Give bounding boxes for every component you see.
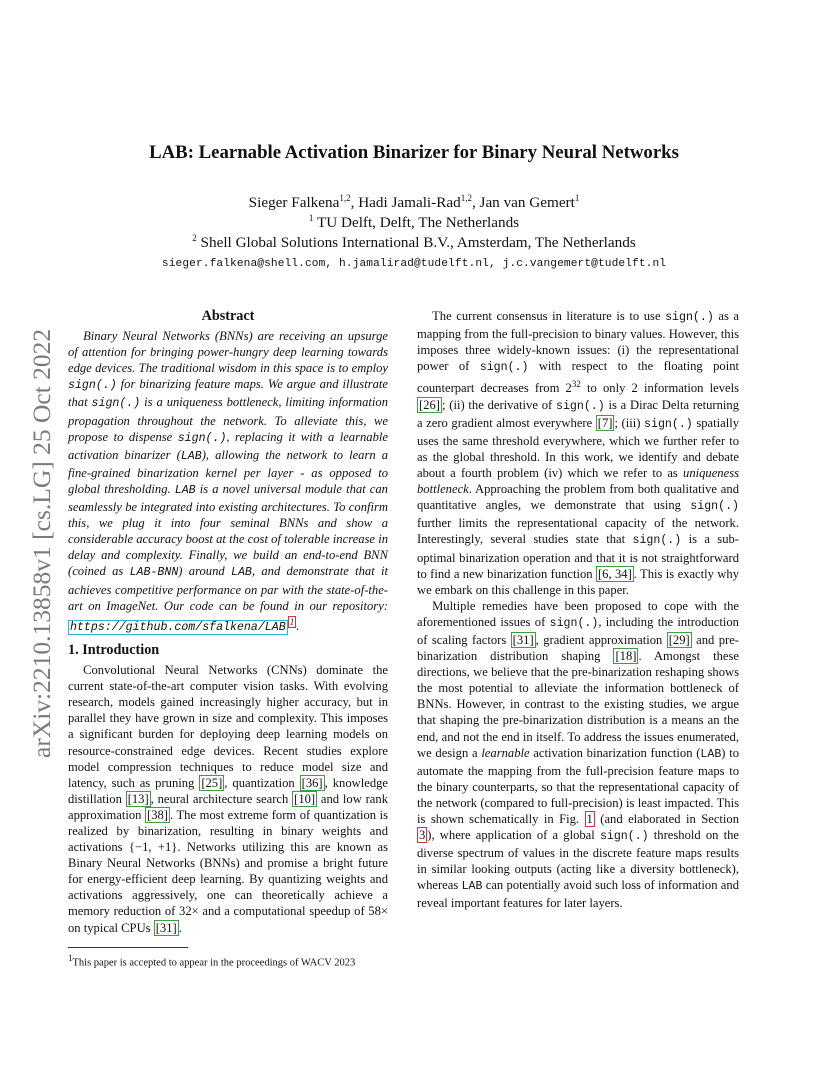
paper-title: LAB: Learnable Activation Binarizer for Binary Neural Networks — [149, 142, 679, 163]
left-column — [68, 308, 388, 936]
intro-heading: 1. Introduction — [68, 641, 160, 658]
intro-paragraph-1: Convolutional Neural Networks (CNNs) dominate the current state-of-the-art computer vision tasks. With evolving research, models gained increasingly higher accuracy, but in parallel they have grown in size and complexity. This imposes a significant burden for deploying deep learning models on resource-constrained edge devices. Recent studies explore model compression techniques to reduce model size and latency, such as pruning [25] , quantization [36] , knowledge distillation [13] , neural architecture search [10] and low rank approximation [38] . The most extreme form of quantization is realized by binarization, resulting in binary weights and activations {−1, +1}. Networks utilizing this are known as Binary Neural Networks (BNNs) and promise a bright future for energy-efficient deep learning. By quantizing weights and activations aggressively, one can theoretically achieve a memory reduction of 32× and a computational speedup of 58× on typical CPUs [31] . — [68, 663, 388, 935]
affil-text: Shell Global Solutions International B.V., Amsterdam, The Netherlands — [200, 234, 636, 252]
footnote-mark: 1 — [68, 953, 73, 963]
intro-paragraph-2: The current consensus in literature is to use sign(.) as a mapping from the full-precision to binary values. However, this imposes three widely-known issues: (i) the representational power of sign(.) with respect to the floating point counterpart decreases from $2^{32}$ to only 2 information levels [26] ; (ii) the derivative of sign(.) is a Dirac Delta returning a zero gradient almost everywhere [7] ; (iii) sign(.) spatially uses the same threshold everywhere, which we further refer to as the global threshold. In this work, we identify and debate about a fourth problem (iv) which we refer to as uniqueness bottleneck. Approaching the problem from both qualitative and quantitative angles, we demonstrate that using sign(.) further limits the representational capacity of the network. Interestingly, several studies state that sign(.) is a sub-optimal binarization operation and that it is not straightforward to find a new binarization function [6, 34] . This is exactly why we embark on this challenge in this paper. — [417, 309, 740, 597]
affiliation-1 — [0, 213, 828, 232]
author-sup: 1 — [574, 193, 580, 203]
footnote-text: This paper is accepted to appear in the proceedings of WACV 2023 — [72, 957, 356, 969]
author-name: Jan van Gemert — [479, 194, 575, 212]
author-sup: 1,2 — [339, 193, 351, 203]
arxiv-stamp-svg — [14, 290, 64, 760]
footnote-rule — [68, 947, 188, 948]
affil-sup: 1 — [308, 213, 314, 223]
arxiv-stamp-text: arXiv:2210.13858v1 [cs.LG] 25 Oct 2022 — [27, 328, 56, 758]
abstract-text: Binary Neural Networks (BNNs) are receiving an upsurge of attention for bringing power-hungry deep learning towards edge devices. The traditional wisdom in this space is to employ sign(.) for binarizing feature maps. We argue and illustrate that sign(.) is a uniqueness bottleneck, limiting information propagation throughout the network. To alleviate this, we propose to dispense sign(.), replacing it with a learnable activation binarizer (LAB), allowing the network to learn a fine-grained binarization kernel per layer - as opposed to global thresholding. LAB is a novel universal module that can seamlessly be integrated into existing architectures. To confirm this, we plug it into four seminal BNNs and show a considerable accuracy boost at the cost of tolerable increase in delay and complexity. Finally, we build an end-to-end BNN (coined as LAB-BNN) around LAB, and demonstrate that it achieves competitive performance on par with the state-of-the-art on ImageNet. Our code can be found in our repository: https://github.com/sfalkena/LAB $^1$ . — [68, 329, 389, 634]
affiliation-2 — [0, 233, 828, 252]
affil-sup: 2 — [192, 233, 197, 243]
author-sup: 1,2 — [460, 193, 472, 203]
author-name: Sieger Falkena — [248, 194, 340, 212]
author-name: Hadi Jamali-Rad — [358, 194, 461, 212]
abstract-heading: Abstract — [201, 308, 255, 324]
arxiv-stamp — [14, 290, 64, 760]
footnote-ref[interactable]: 1 — [289, 616, 295, 627]
author-line: Sieger Falkena$^{1,2}$, Hadi Jamali-Rad$^{1,2}$, Jan van Gemert$^1$ — [248, 193, 580, 212]
intro-paragraph-3: Multiple remedies have been proposed to cope with the aforementioned issues of sign(.), including the introduction of scaling factors [31] , gradient approximation [29] and pre-binarization distribution shaping [18] . Amongst these directions, we believe that the pre-binarization reshaping shows the most potential to alleviate the information bottleneck of BNNs. However, in contrast to the existing studies, we argue that shaping the pre-binarization distribution is a means an the end, and not the end in itself. To address the issues enumerated, we design a learnable activation binarization function (LAB) to automate the mapping from the full-precision feature maps to the binary counterparts, so that the representational capacity of the network (compared to full-precision) is least impacted. This is shown schematically in Fig. 1 (and elaborated in Section 3 ), where application of a global sign(.) threshold on the diverse spectrum of values in the discrete feature maps results in similar looking outputs (acting like a diversity bottleneck), whereas LAB can potentially avoid such loss of information and reveal important features for later layers. — [417, 598, 740, 911]
affil-text: TU Delft, Delft, The Netherlands — [316, 214, 520, 232]
repo-link[interactable]: https://github.com/sfalkena/LAB — [70, 620, 286, 634]
author-emails: sieger.falkena@shell.com, h.jamalirad@tudelft.nl, j.c.vangemert@tudelft.nl — [161, 258, 667, 270]
footnote — [68, 953, 398, 969]
right-column — [417, 308, 739, 912]
